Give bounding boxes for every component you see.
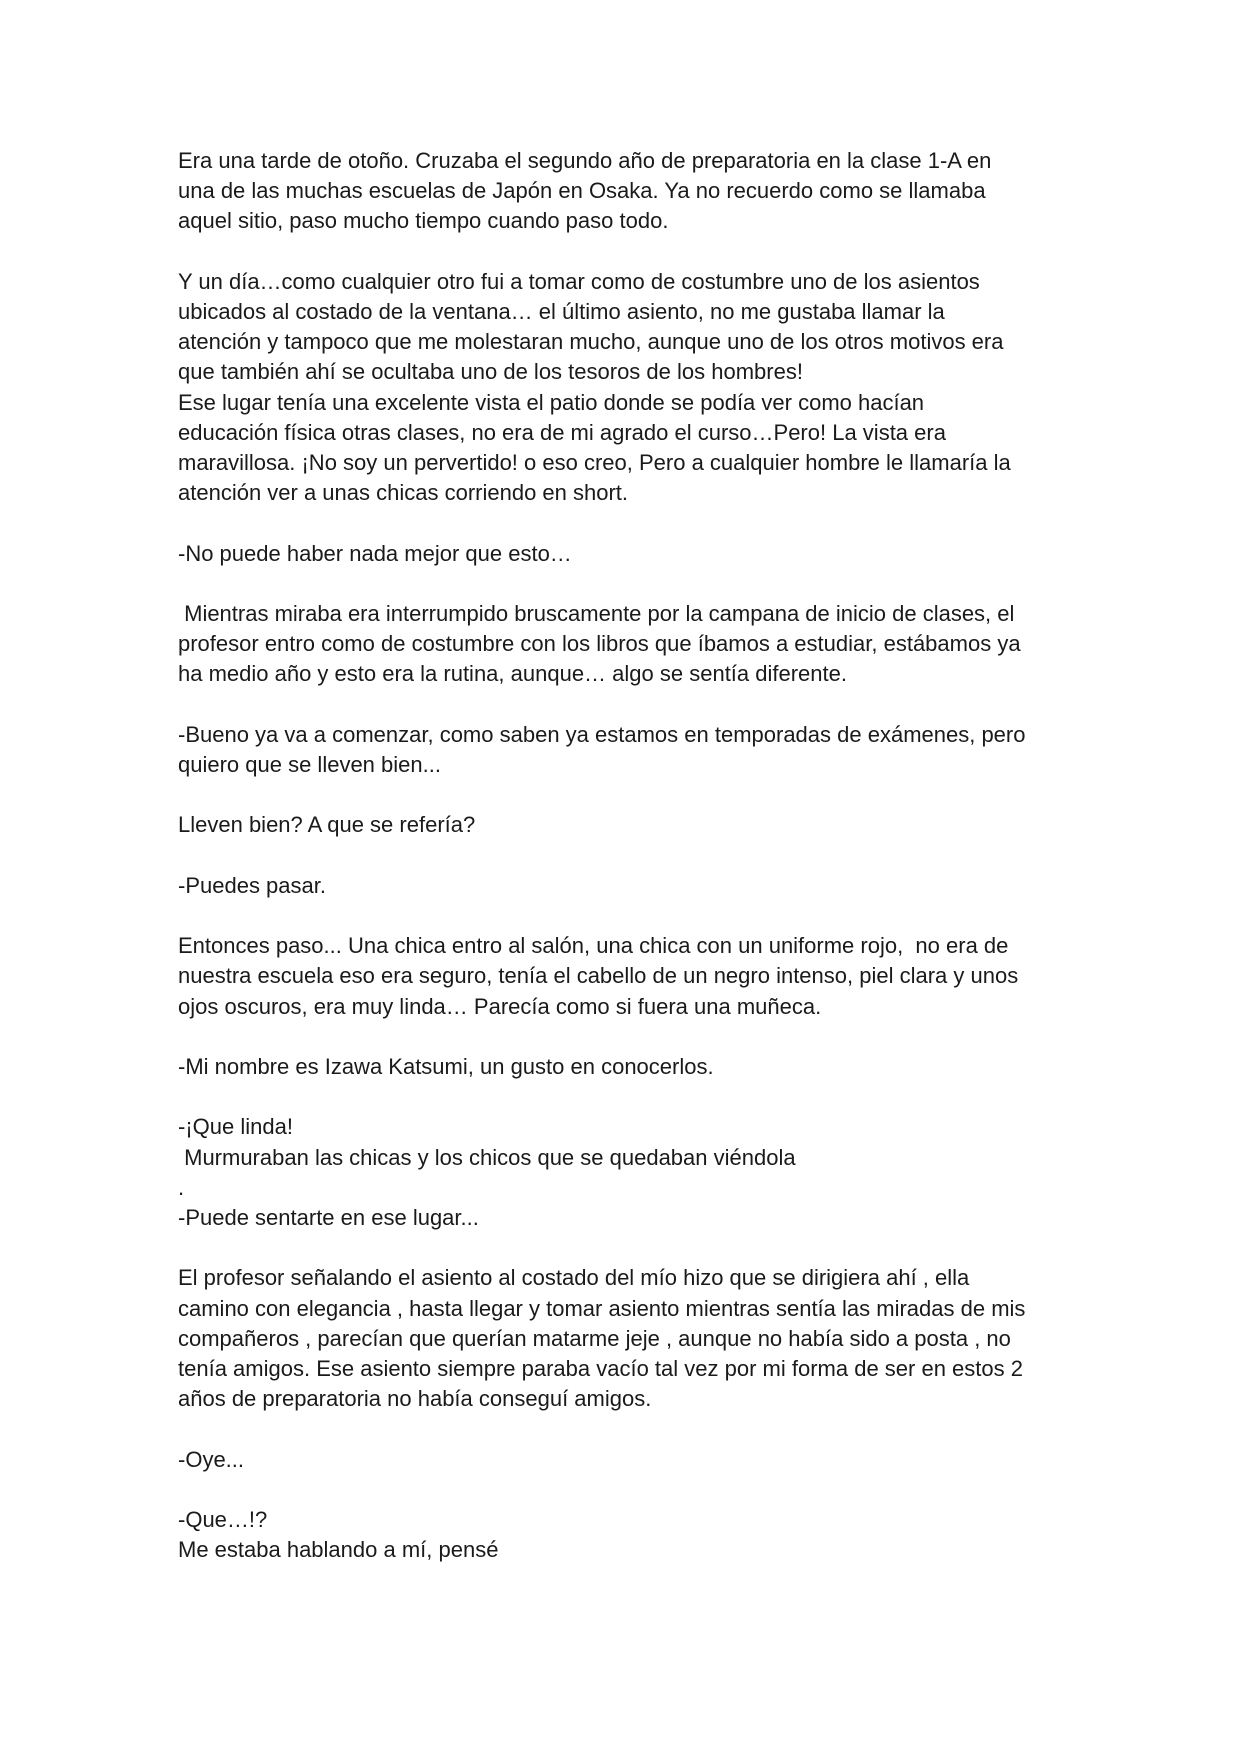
text-line: tenía amigos. Ese asiento siempre paraba vacío tal vez por mi forma de ser en estos 2 bbox=[178, 1355, 1023, 1381]
text-line: Entonces paso... Una chica entro al salón, una chica con un uniforme rojo, no era de bbox=[178, 933, 1009, 959]
paragraph-gap bbox=[178, 1082, 1068, 1112]
paragraph bbox=[178, 1052, 1068, 1082]
paragraph-gap bbox=[178, 1233, 1068, 1263]
text-line: nuestra escuela eso era seguro, tenía el cabello de un negro intenso, piel clara y unos bbox=[178, 963, 1019, 989]
paragraph bbox=[178, 1505, 1068, 1565]
text-line: maravillosa. ¡No soy un pervertido! o eso creo, Pero a cualquier hombre le llamaría la bbox=[178, 450, 1011, 476]
text-line: -Oye... bbox=[178, 1446, 245, 1472]
text-line: Mientras miraba era interrumpido bruscamente por la campana de inicio de clases, el bbox=[178, 601, 1015, 626]
paragraph-gap bbox=[178, 841, 1068, 871]
text-line: una de las muchas escuelas de Japón en Osaka. Ya no recuerdo como se llamaba bbox=[178, 178, 986, 204]
paragraph bbox=[178, 810, 1068, 840]
paragraph bbox=[178, 267, 1068, 509]
paragraph-gap bbox=[178, 569, 1068, 599]
paragraph-gap bbox=[178, 690, 1068, 720]
paragraph bbox=[178, 539, 1068, 569]
text-line: ojos oscuros, era muy linda… Parecía como si fuera una muñeca. bbox=[178, 993, 822, 1019]
text-line: -¡Que linda! bbox=[178, 1114, 293, 1140]
text-line: años de preparatoria no había conseguí amigos. bbox=[178, 1386, 652, 1412]
document-body bbox=[178, 146, 1068, 1565]
text-line: Era una tarde de otoño. Cruzaba el segundo año de preparatoria en la clase 1-A en bbox=[178, 148, 992, 173]
text-line: ha medio año y esto era la rutina, aunque… algo se sentía diferente. bbox=[178, 661, 847, 687]
text-line: aquel sitio, paso mucho tiempo cuando paso todo. bbox=[178, 208, 669, 234]
paragraph bbox=[178, 1445, 1068, 1475]
text-line: atención ver a unas chicas corriendo en short. bbox=[178, 480, 629, 506]
paragraph bbox=[178, 599, 1068, 690]
text-line: Lleven bien? A que se refería? bbox=[178, 812, 476, 838]
text-line: ubicados al costado de la ventana… el último asiento, no me gustaba llamar la bbox=[178, 299, 945, 324]
paragraph-gap bbox=[178, 1475, 1068, 1505]
paragraph bbox=[178, 720, 1068, 780]
text-line: . bbox=[178, 1174, 185, 1200]
paragraph-gap bbox=[178, 508, 1068, 538]
text-line: El profesor señalando el asiento al costado del mío hizo que se dirigiera ahí , ella bbox=[178, 1265, 970, 1291]
text-line: Ese lugar tenía una excelente vista el patio donde se podía ver como hacían bbox=[178, 389, 925, 415]
text-line: que también ahí se ocultaba uno de los tesoros de los hombres! bbox=[178, 359, 803, 385]
text-line: Y un día…como cualquier otro fui a tomar como de costumbre uno de los asientos bbox=[178, 268, 980, 294]
text-line: profesor entro como de costumbre con los libros que íbamos a estudiar, estábamos ya bbox=[178, 631, 1021, 657]
paragraph-gap bbox=[178, 237, 1068, 267]
paragraph bbox=[178, 146, 1068, 237]
text-line: -Puedes pasar. bbox=[178, 872, 326, 898]
text-line: Murmuraban las chicas y los chicos que se quedaban viéndola bbox=[178, 1144, 796, 1170]
text-line: educación física otras clases, no era de mi agrado el curso…Pero! La vista era bbox=[178, 419, 946, 445]
paragraph-gap bbox=[178, 780, 1068, 810]
text-line: quiero que se lleven bien... bbox=[178, 752, 441, 777]
paragraph-gap bbox=[178, 1414, 1068, 1444]
text-line: Me estaba hablando a mí, pensé bbox=[178, 1537, 499, 1563]
text-line: compañeros , parecían que querían matarme jeje , aunque no había sido a posta , no bbox=[178, 1325, 1011, 1351]
paragraph bbox=[178, 1112, 1068, 1233]
paragraph bbox=[178, 1263, 1068, 1414]
paragraph bbox=[178, 871, 1068, 901]
text-line: -Puede sentarte en ese lugar... bbox=[178, 1204, 479, 1230]
paragraph-gap bbox=[178, 1022, 1068, 1052]
text-line: -No puede haber nada mejor que esto… bbox=[178, 540, 572, 566]
text-line: camino con elegancia , hasta llegar y tomar asiento mientras sentía las miradas de mis bbox=[178, 1295, 1026, 1321]
text-line: -Que…!? bbox=[178, 1506, 268, 1532]
text-line: atención y tampoco que me molestaran mucho, aunque uno de los otros motivos era bbox=[178, 329, 1004, 355]
text-line: -Bueno ya va a comenzar, como saben ya estamos en temporadas de exámenes, pero bbox=[178, 721, 1026, 747]
paragraph bbox=[178, 931, 1068, 1022]
paragraph-gap bbox=[178, 901, 1068, 931]
text-line: -Mi nombre es Izawa Katsumi, un gusto en conocerlos. bbox=[178, 1053, 714, 1079]
